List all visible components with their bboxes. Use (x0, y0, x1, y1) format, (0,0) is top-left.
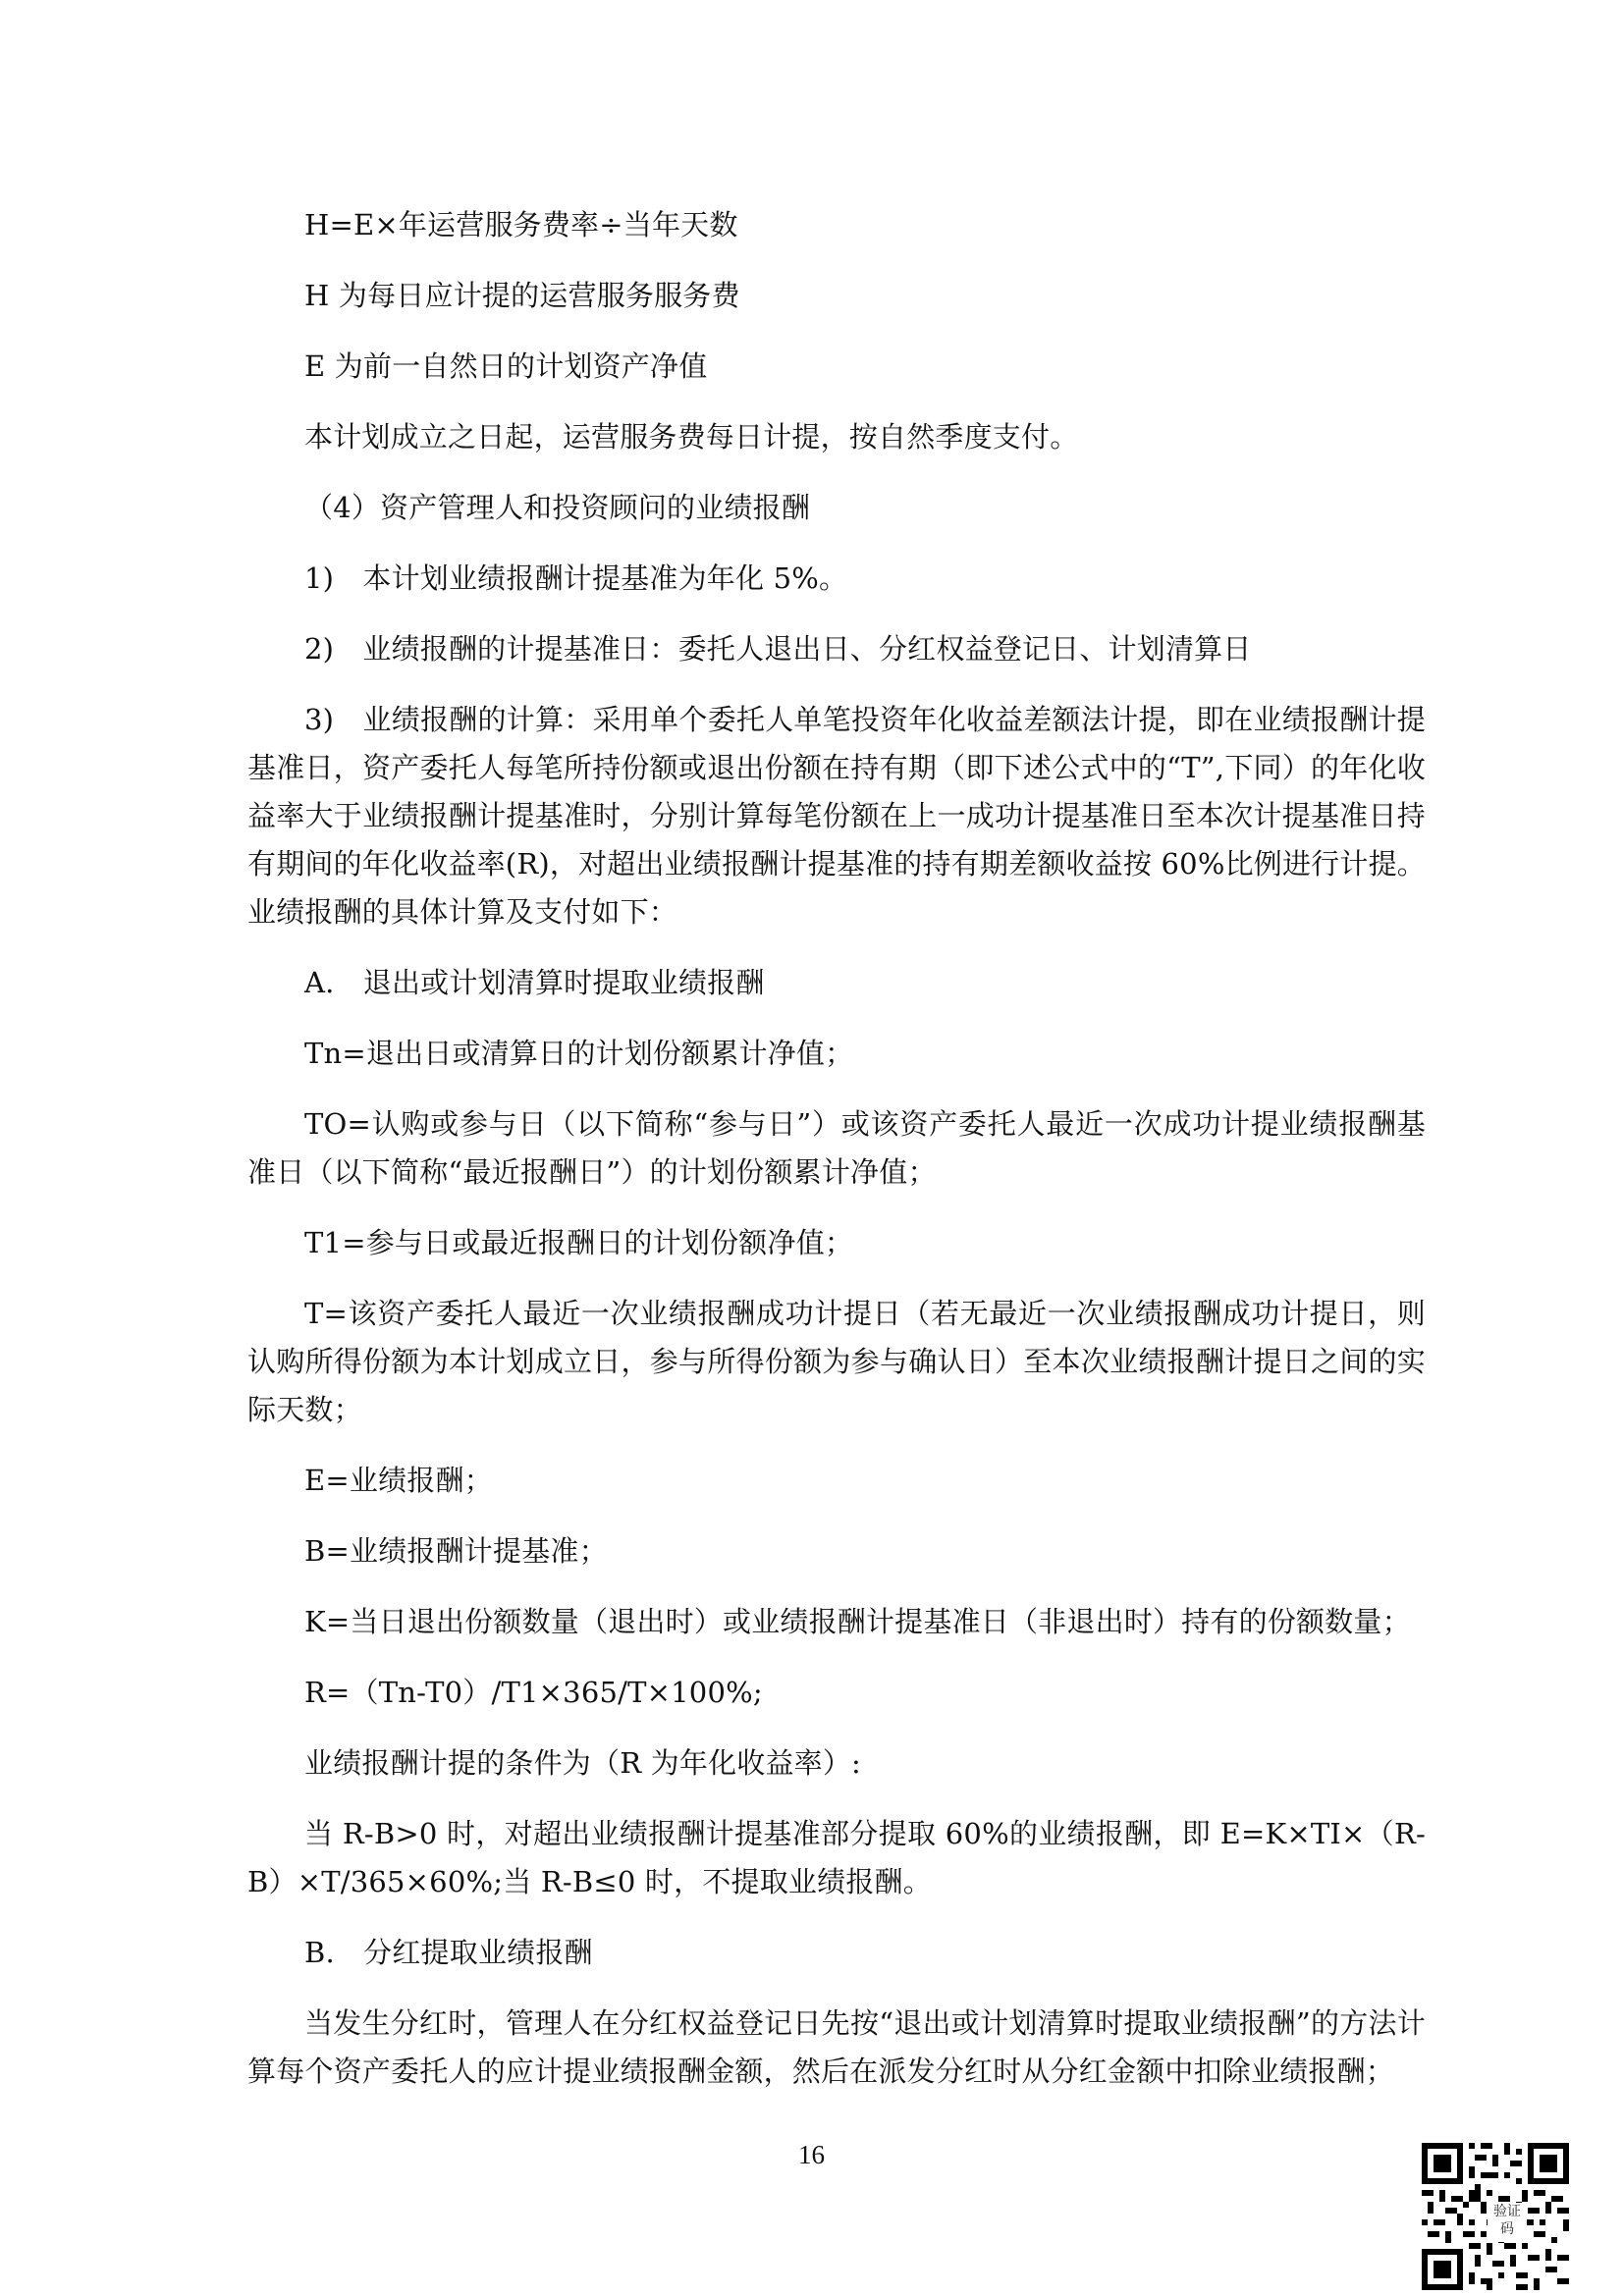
definition-b: B=业绩报酬计提基准； (304, 1534, 608, 1568)
definition-e: E 为前一自然日的计划资产净值 (304, 349, 708, 383)
definition-t1: T1=参与日或最近报酬日的计划份额净值； (304, 1226, 854, 1259)
definition-t: T=该资产委托人最近一次业绩报酬成功计提日（若无最近一次业绩报酬成功计提日，则认购所得份额为本计划成立日，参与所得份额为参与确认日）至本次业绩报酬计提日之间的实际天数； (247, 1297, 1426, 1426)
fee-payment-note: 本计划成立之日起，运营服务费每日计提，按自然季度支付。 (304, 420, 1079, 454)
formula-h: H=E×年运营服务费率÷当年天数 (304, 208, 738, 241)
page-content (247, 201, 1426, 2118)
formula-r: R=（Tn-T0）/T1×365/T×100%; (304, 1676, 763, 1709)
definition-tn: Tn=退出日或清算日的计划份额累计净值； (304, 1037, 854, 1070)
definition-h: H 为每日应计提的运营服务服务费 (304, 279, 740, 312)
definition-t0: TO=认购或参与日（以下简称“参与日”）或该资产委托人最近一次成功计提业绩报酬基准日（以下简称“最近报酬日”）的计划份额累计净值； (247, 1107, 1426, 1189)
definition-e-reward: E=业绩报酬； (304, 1464, 493, 1497)
definition-k: K=当日退出份额数量（退出时）或业绩报酬计提基准日（非退出时）持有的份额数量； (304, 1605, 1411, 1638)
item-2: 2) 业绩报酬的计提基准日：委托人退出日、分红权益登记日、计划清算日 (304, 632, 1252, 666)
condition-heading: 业绩报酬计提的条件为（R 为年化收益率）: (304, 1746, 862, 1780)
page-number: 16 (798, 2140, 825, 2169)
subheading-a: A. 退出或计划清算时提取业绩报酬 (304, 966, 765, 999)
dividend-rule: 当发生分红时，管理人在分红权益登记日先按“退出或计划清算时提取业绩报酬”的方法计算每个资产委托人的应计提业绩报酬金额，然后在派发分红时从分红金额中扣除业绩报酬； (247, 2006, 1426, 2088)
section-heading-4: （4）资产管理人和投资顾问的业绩报酬 (304, 491, 811, 524)
subheading-b: B. 分红提取业绩报酬 (304, 1936, 593, 1969)
qr-verify-label: 验证码 (1488, 2203, 1527, 2242)
condition-rule: 当 R-B>0 时，对超出业绩报酬计提基准部分提取 60%的业绩报酬，即 E=K×TI×（R-B）×T/365×60%;当 R-B≤0 时，不提取业绩报酬。 (247, 1817, 1426, 1898)
item-1: 1) 本计划业绩报酬计提基准为年化 5%。 (304, 561, 848, 595)
item-3: 3) 业绩报酬的计算：采用单个委托人单笔投资年化收益差额法计提，即在业绩报酬计提基准日，资产委托人每笔所持份额或退出份额在持有期（即下述公式中的“T”,下同）的年化收益率大于业绩报酬计提基准时，分别计算每笔份额在上一成功计提基准日至本次计提基准日持有期间的年化收益率(R)，对超出业绩报酬计提基准的持有期差额收益按 60%比例进行计提。业绩报酬的具体计算及支付如下： (247, 703, 1426, 929)
